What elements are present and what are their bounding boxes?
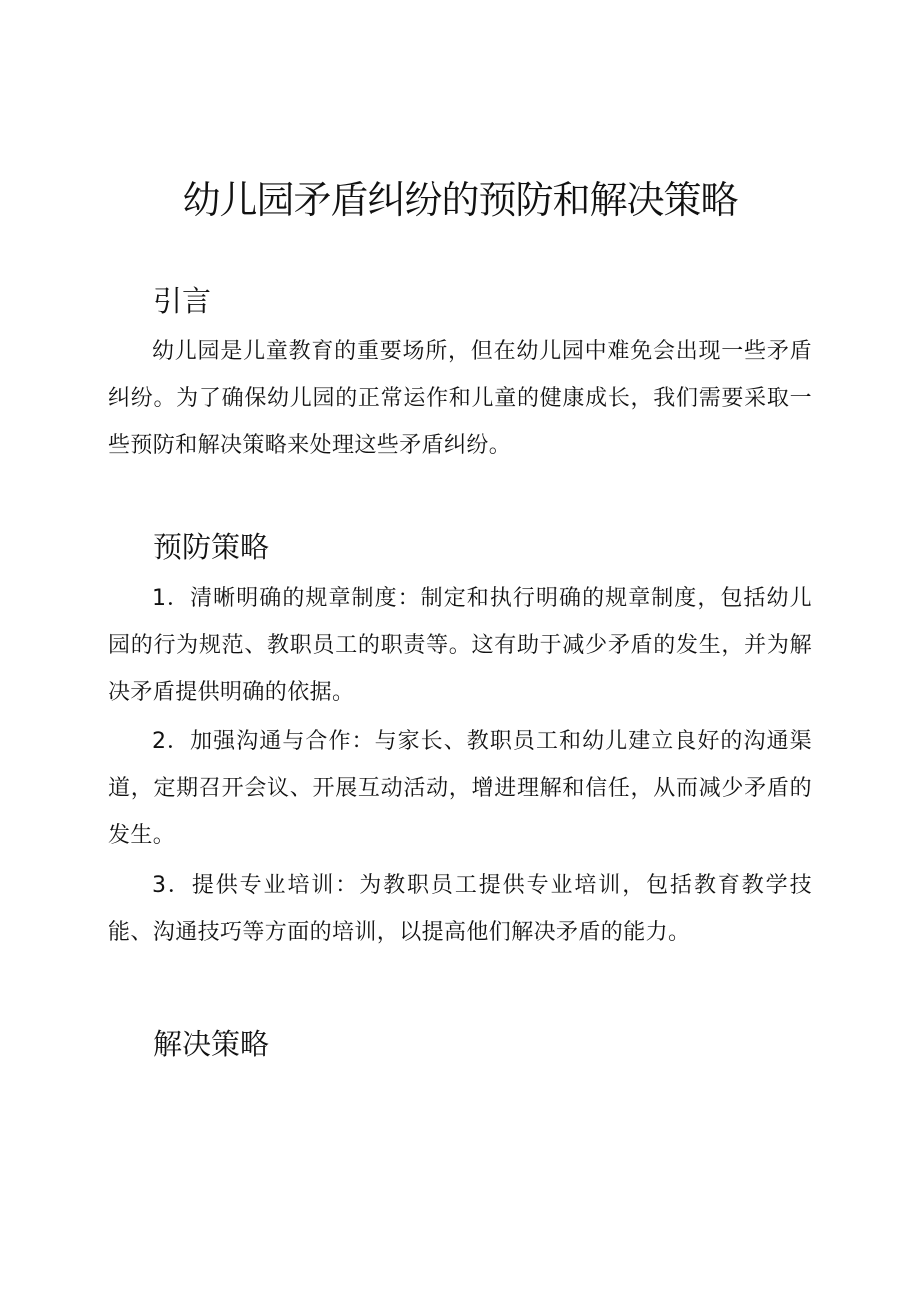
section-heading-prevention: 预防策略: [153, 530, 270, 564]
prevention-item-1: 1．清晰明确的规章制度：制定和执行明确的规章制度，包括幼儿园的行为规范、教职员工的职责等。这有助于减少矛盾的发生，并为解决矛盾提供明确的依据。: [108, 586, 812, 705]
intro-paragraph: 幼儿园是儿童教育的重要场所，但在幼儿园中难免会出现一些矛盾纠纷。为了确保幼儿园的正常运作和儿童的健康成长，我们需要采取一些预防和解决策略来处理这些矛盾纠纷。: [108, 339, 812, 458]
prevention-item-3: 3．提供专业培训：为教职员工提供专业培训，包括教育教学技能、沟通技巧等方面的培训，以提高他们解决矛盾的能力。: [108, 873, 812, 945]
section-heading-resolution: 解决策略: [153, 1027, 270, 1061]
prevention-item-2: 2．加强沟通与合作：与家长、教职员工和幼儿建立良好的沟通渠道，定期召开会议、开展互动活动，增进理解和信任，从而减少矛盾的发生。: [108, 729, 812, 848]
document-title: 幼儿园矛盾纠纷的预防和解决策略: [182, 178, 738, 222]
section-heading-intro: 引言: [153, 284, 212, 318]
